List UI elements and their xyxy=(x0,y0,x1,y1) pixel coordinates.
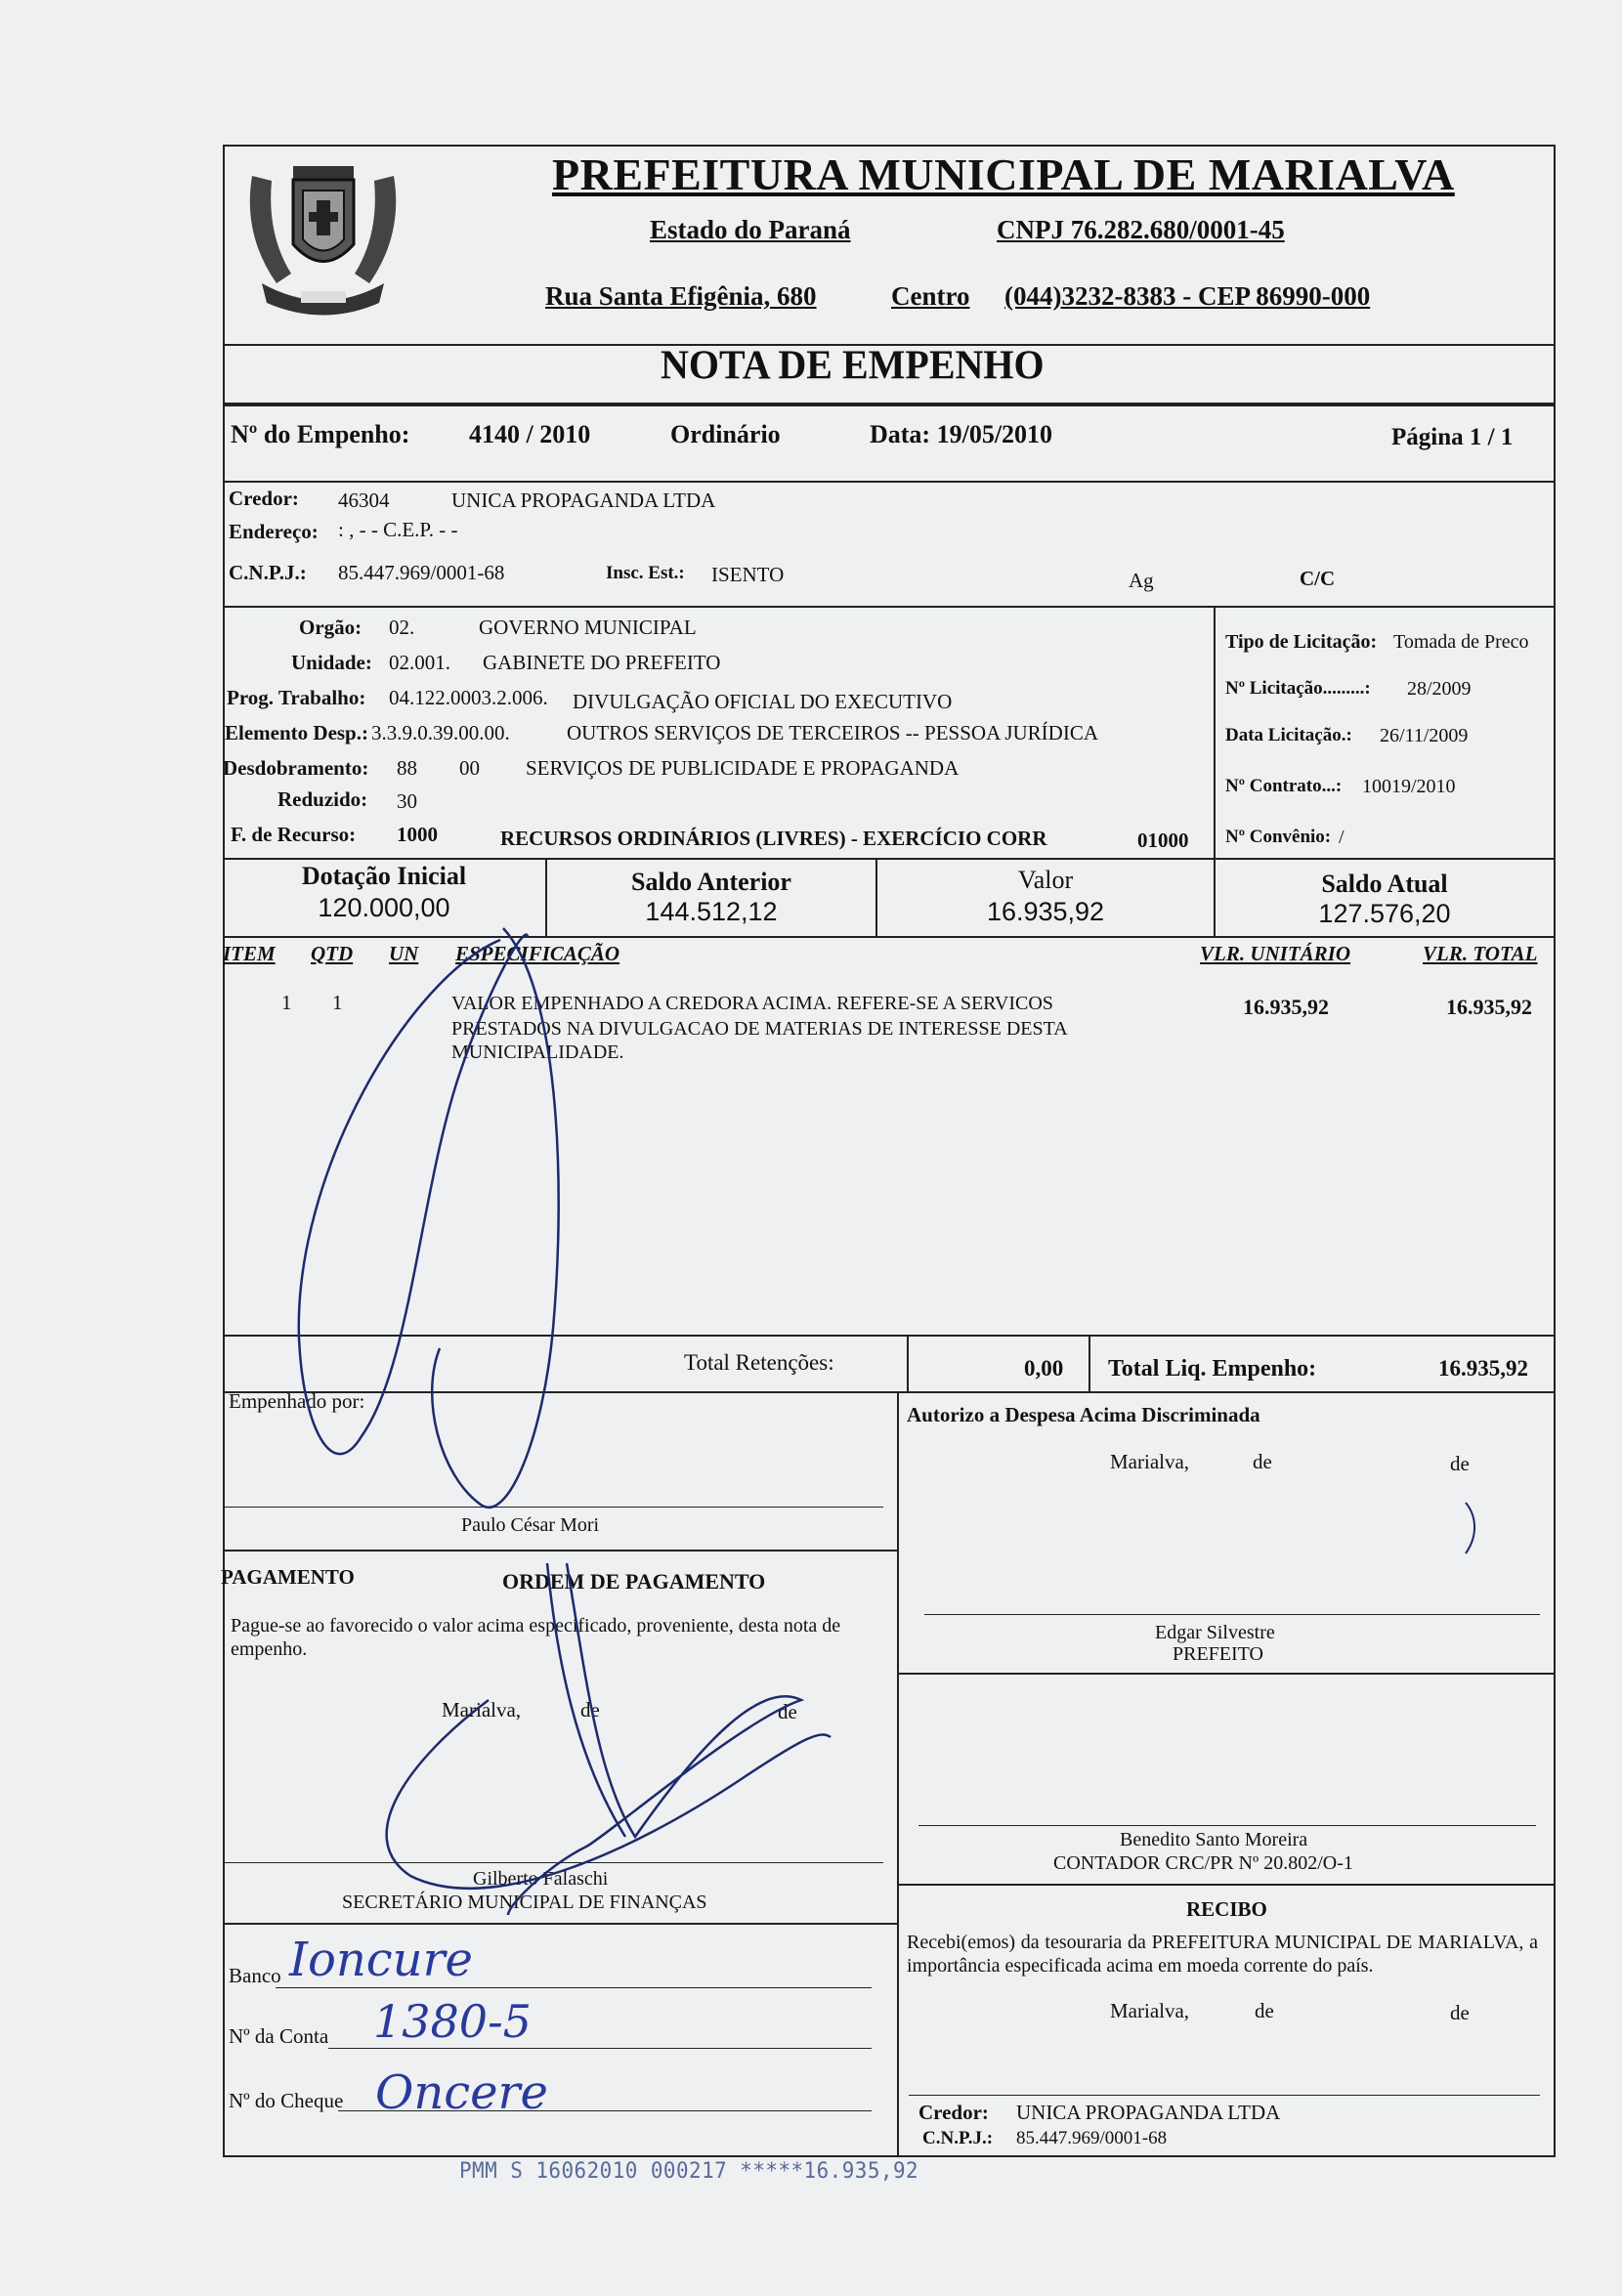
convenio-label: Nº Convênio: xyxy=(1225,827,1332,847)
district-label: Centro xyxy=(891,281,970,311)
payment-stamp: PMM S 16062010 000217 *****16.935,92 xyxy=(459,2159,919,2184)
address-label: Rua Santa Efigênia, 680 xyxy=(545,281,817,311)
contrato-label: Nº Contrato...: xyxy=(1225,776,1343,796)
banco-handwritten: Ioncure xyxy=(289,1933,473,1987)
signature-line xyxy=(225,1507,883,1508)
valor-value: 16.935,92 xyxy=(986,897,1105,926)
liquido-value: 16.935,92 xyxy=(1438,1356,1528,1381)
retencoes-value: 0,00 xyxy=(1024,1356,1064,1381)
credor-name: UNICA PROPAGANDA LTDA xyxy=(451,489,716,512)
data-licitacao-label: Data Licitação.: xyxy=(1225,725,1352,745)
pagamento-title: PAGAMENTO xyxy=(221,1565,355,1589)
document-title: NOTA DE EMPENHO xyxy=(661,341,1045,389)
empenhado-label: Empenhado por: xyxy=(229,1389,365,1413)
empenho-type: Ordinário xyxy=(670,420,781,448)
insc-value: ISENTO xyxy=(711,563,785,586)
cnpj-value: 85.447.969/0001-68 xyxy=(338,561,505,584)
recibo-cnpj-label: C.N.P.J.: xyxy=(922,2128,994,2148)
cnpj-header: CNPJ 76.282.680/0001-45 xyxy=(997,215,1285,244)
pagamento-text: Pague-se ao favorecido o valor acima especificado, proveniente, desta nota de empenho. xyxy=(231,1615,841,1660)
conta-line xyxy=(328,2048,872,2049)
divider xyxy=(897,1884,1556,1886)
contrato-value: 10019/2010 xyxy=(1362,776,1456,797)
signature-line xyxy=(918,1825,1536,1826)
item-number: 1 xyxy=(281,991,292,1014)
orgao-code: 02. xyxy=(389,616,415,639)
convenio-value: / xyxy=(1339,827,1345,848)
divider xyxy=(223,403,1556,406)
phone-cep-label: (044)3232-8383 - CEP 86990-000 xyxy=(1004,281,1371,311)
state-label: Estado do Paraná xyxy=(650,215,851,244)
recibo-text: Recebi(emos) da tesouraria da PREFEITURA MUNICIPAL DE MARIALVA, a importância especificada acima em moeda corrente do país. xyxy=(907,1932,1538,1977)
divider xyxy=(223,606,1556,608)
recibo-de2: de xyxy=(1450,2001,1470,2024)
prefeito-role: PREFEITO xyxy=(1173,1643,1263,1665)
saldo-atual-value: 127.576,20 xyxy=(1318,899,1451,928)
prog-label: Prog. Trabalho: xyxy=(227,686,366,709)
recibo-de1: de xyxy=(1255,1999,1274,2022)
unidade-code: 02.001. xyxy=(389,651,450,674)
col-qtd-header: QTD xyxy=(311,942,354,965)
pagamento-de1: de xyxy=(580,1698,600,1722)
elemento-label: Elemento Desp.: xyxy=(225,721,368,744)
recurso-num: 01000 xyxy=(1137,829,1189,852)
item-espec-line: PRESTADOS NA DIVULGACAO DE MATERIAS DE INTERESSE DESTA xyxy=(451,1018,1068,1040)
insc-label: Insc. Est.: xyxy=(606,563,685,583)
unidade-label: Unidade: xyxy=(291,651,372,674)
orgao-name: GOVERNO MUNICIPAL xyxy=(479,616,697,639)
signature-line xyxy=(225,1862,883,1863)
prog-code: 04.122.0003.2.006. xyxy=(389,686,548,709)
recibo-place: Marialva, xyxy=(1110,1999,1190,2022)
prog-name: DIVULGAÇÃO OFICIAL DO EXECUTIVO xyxy=(573,690,953,713)
dotacao-inicial-value: 120.000,00 xyxy=(318,893,450,922)
recurso-code: 1000 xyxy=(397,823,438,846)
elemento-code: 3.3.9.0.39.00.00. xyxy=(371,721,510,744)
banco-line xyxy=(276,1987,872,1988)
reduzido-label: Reduzido: xyxy=(277,787,368,811)
liquido-label: Total Liq. Empenho: xyxy=(1108,1356,1317,1382)
page-title: PREFEITURA MUNICIPAL DE MARIALVA xyxy=(552,149,1455,199)
retencoes-label: Total Retenções: xyxy=(684,1350,834,1375)
unidade-name: GABINETE DO PREFEITO xyxy=(483,651,721,674)
ag-label: Ag xyxy=(1129,569,1154,592)
recibo-credor-label: Credor: xyxy=(918,2101,989,2124)
prefeito-name: Edgar Silvestre xyxy=(1155,1622,1275,1643)
divider xyxy=(223,936,1556,938)
contador-name: Benedito Santo Moreira xyxy=(1120,1829,1308,1850)
credor-code: 46304 xyxy=(338,489,390,512)
secretario-role: SECRETÁRIO MUNICIPAL DE FINANÇAS xyxy=(342,1892,707,1913)
divider xyxy=(223,1391,1556,1393)
saldo-anterior-label: Saldo Anterior xyxy=(631,868,791,896)
col-espec-header: ESPECIFICAÇÃO xyxy=(455,942,620,965)
cc-label: C/C xyxy=(1300,567,1336,590)
recurso-name: RECURSOS ORDINÁRIOS (LIVRES) - EXERCÍCIO CORR xyxy=(500,827,1047,850)
desdobramento-code: 88 xyxy=(397,756,417,780)
item-espec-line: VALOR EMPENHADO A CREDORA ACIMA. REFERE-SE A SERVICOS xyxy=(451,993,1053,1014)
elemento-name: OUTROS SERVIÇOS DE TERCEIROS -- PESSOA JURÍDICA xyxy=(567,721,1099,744)
empenhado-name: Paulo César Mori xyxy=(461,1514,600,1536)
credor-label: Credor: xyxy=(229,487,299,510)
item-unit-value: 16.935,92 xyxy=(1243,995,1329,1019)
banco-label: Banco xyxy=(229,1964,281,1987)
divider xyxy=(223,1335,1556,1337)
cheque-label: Nº do Cheque xyxy=(229,2089,344,2112)
col-total-header: VLR. TOTAL xyxy=(1423,942,1538,965)
col-item-header: ITEM xyxy=(223,942,276,965)
desdobramento-name: SERVIÇOS DE PUBLICIDADE E PROPAGANDA xyxy=(526,756,960,780)
divider xyxy=(1088,1335,1090,1393)
tipo-licitacao-value: Tomada de Preco xyxy=(1393,631,1529,653)
recibo-credor-value: UNICA PROPAGANDA LTDA xyxy=(1016,2101,1281,2124)
pagamento-de2: de xyxy=(778,1700,797,1723)
ordem-pagamento-title: ORDEM DE PAGAMENTO xyxy=(502,1569,766,1594)
recibo-title: RECIBO xyxy=(1186,1897,1267,1921)
coat-of-arms-logo xyxy=(233,147,413,322)
autorizo-place: Marialva, xyxy=(1110,1450,1190,1473)
item-espec-line: MUNICIPALIDADE. xyxy=(451,1042,624,1063)
saldo-atual-label: Saldo Atual xyxy=(1321,870,1448,898)
divider xyxy=(223,1923,897,1925)
autorizo-title: Autorizo a Despesa Acima Discriminada xyxy=(907,1403,1260,1426)
tipo-licitacao-label: Tipo de Licitação: xyxy=(1225,631,1378,653)
item-qtd: 1 xyxy=(332,991,343,1014)
divider xyxy=(223,858,1556,860)
autorizo-de1: de xyxy=(1253,1450,1272,1473)
col-unit-header: VLR. UNITÁRIO xyxy=(1200,942,1351,965)
licitacao-num-value: 28/2009 xyxy=(1407,678,1472,700)
endereco-value: : , - - C.E.P. - - xyxy=(338,518,458,541)
divider xyxy=(223,481,1556,483)
divider xyxy=(907,1335,909,1393)
cheque-handwritten: Oncere xyxy=(375,2065,548,2120)
col-un-header: UN xyxy=(389,942,419,965)
divider xyxy=(897,1391,899,2157)
endereco-label: Endereço: xyxy=(229,520,319,543)
empenho-date: Data: 19/05/2010 xyxy=(870,420,1053,448)
recurso-label: F. de Recurso: xyxy=(231,823,357,846)
divider xyxy=(897,1673,1556,1675)
conta-label: Nº da Conta xyxy=(229,2024,329,2048)
desdobramento-sub: 00 xyxy=(459,756,480,780)
autorizo-de2: de xyxy=(1450,1452,1470,1475)
divider xyxy=(223,1550,897,1552)
recibo-cnpj-value: 85.447.969/0001-68 xyxy=(1016,2128,1168,2148)
contador-role: CONTADOR CRC/PR Nº 20.802/O-1 xyxy=(1053,1852,1353,1874)
item-total-value: 16.935,92 xyxy=(1446,995,1532,1019)
data-licitacao-value: 26/11/2009 xyxy=(1380,725,1469,746)
orgao-label: Orgão: xyxy=(299,616,363,639)
dotacao-inicial-label: Dotação Inicial xyxy=(301,862,467,890)
reduzido-value: 30 xyxy=(397,789,417,813)
secretario-name: Gilberto Falaschi xyxy=(473,1868,609,1890)
cnpj-label: C.N.P.J.: xyxy=(229,561,307,584)
empenho-number: 4140 / 2010 xyxy=(469,420,591,448)
valor-label: Valor xyxy=(1017,866,1074,894)
signature-line xyxy=(924,1614,1540,1615)
signature-line xyxy=(909,2095,1540,2096)
empenho-label: Nº do Empenho: xyxy=(231,420,410,448)
licitacao-num-label: Nº Licitação.........: xyxy=(1225,678,1371,699)
conta-handwritten: 1380-5 xyxy=(373,1995,532,2048)
saldo-anterior-value: 144.512,12 xyxy=(645,897,778,926)
divider xyxy=(1214,606,1216,858)
desdobramento-label: Desdobramento: xyxy=(223,756,369,780)
pagamento-place: Marialva, xyxy=(442,1698,522,1722)
page-number: Página 1 / 1 xyxy=(1391,424,1514,450)
